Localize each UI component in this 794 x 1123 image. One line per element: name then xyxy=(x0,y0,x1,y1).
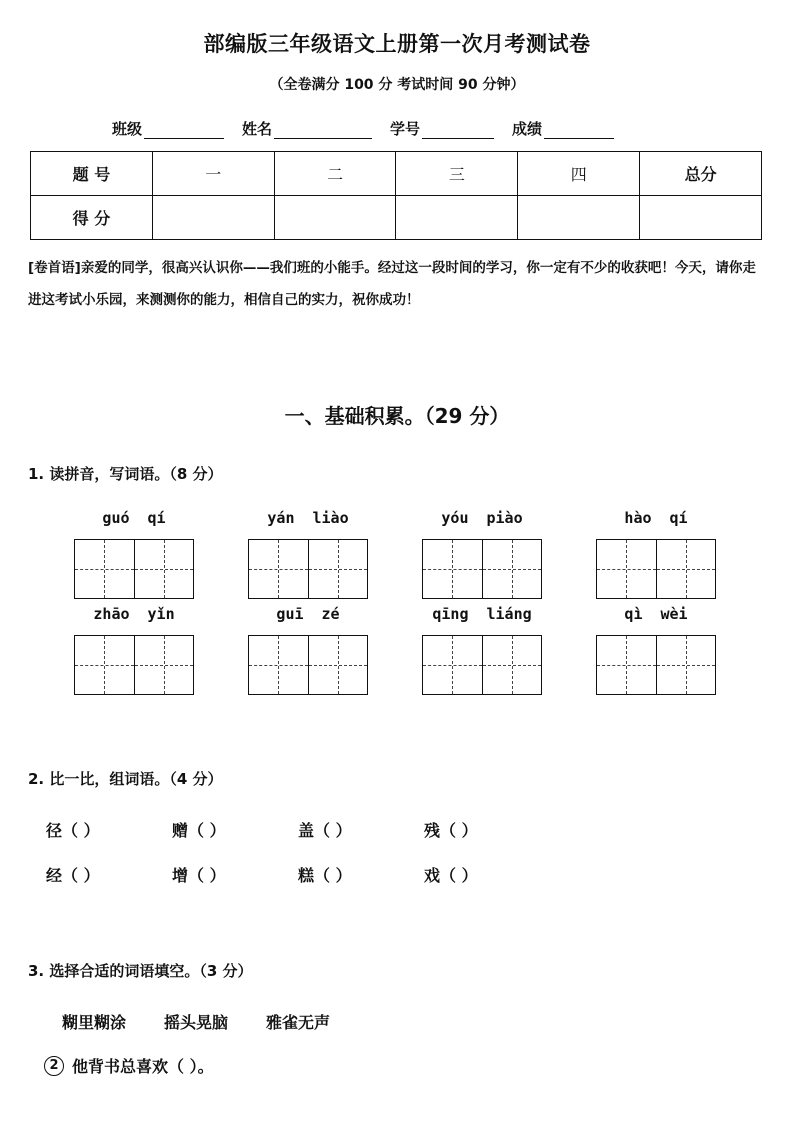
score-table-score-row xyxy=(31,196,762,240)
student-id-field[interactable] xyxy=(422,120,494,139)
pinyin-item xyxy=(73,509,195,599)
score-cell[interactable] xyxy=(518,196,640,240)
section-one-heading: 一、基础积累。（29 分） xyxy=(284,404,510,428)
pinyin-syllable: qīng xyxy=(432,605,469,623)
pinyin-syllable: hào xyxy=(624,509,652,527)
student-id-label: 学号 xyxy=(390,120,421,138)
pinyin-item xyxy=(421,605,543,695)
exam-title: 部编版三年级语文上册第一次月考测试卷 xyxy=(203,32,591,56)
class-label: 班级 xyxy=(112,120,143,138)
pinyin-item xyxy=(73,605,195,695)
student-info-row xyxy=(112,118,632,139)
tianzige-grid[interactable] xyxy=(596,635,716,695)
tianzige-grid[interactable] xyxy=(596,539,716,599)
question-3-title: 3. 选择合适的词语填空。（3 分） xyxy=(28,962,253,980)
pinyin-syllable: yǐn xyxy=(147,605,175,623)
grade-label: 成绩 xyxy=(512,120,543,138)
grade-field[interactable] xyxy=(544,120,614,139)
pinyin-syllable: guī xyxy=(276,605,304,623)
tianzige-grid[interactable] xyxy=(74,539,194,599)
pinyin-syllable: qì xyxy=(624,605,643,623)
part-three-header: 三 xyxy=(396,152,518,196)
compare-item[interactable]: 经（ ） xyxy=(46,866,100,885)
score-row-label: 得 分 xyxy=(31,196,153,240)
tianzige-grid[interactable] xyxy=(422,539,542,599)
word-choice: 摇头晃脑 xyxy=(164,1013,229,1032)
compare-row-2 xyxy=(46,863,550,886)
pinyin-syllable: wèi xyxy=(660,605,688,623)
sentence-text[interactable]: 他背书总喜欢（ ）。 xyxy=(72,1057,214,1076)
pinyin-item xyxy=(247,509,369,599)
compare-item[interactable]: 残（ ） xyxy=(424,821,478,840)
pinyin-syllable: liào xyxy=(312,509,349,527)
compare-row-1 xyxy=(46,818,550,841)
pinyin-item xyxy=(595,605,717,695)
compare-item[interactable]: 增（ ） xyxy=(172,866,226,885)
pinyin-item xyxy=(595,509,717,599)
pinyin-row-1 xyxy=(73,509,769,599)
name-field[interactable] xyxy=(274,120,372,139)
exam-subtitle: （全卷满分 100 分 考试时间 90 分钟） xyxy=(269,77,525,93)
compare-item[interactable]: 赠（ ） xyxy=(172,821,226,840)
part-four-header: 四 xyxy=(518,152,640,196)
score-cell[interactable] xyxy=(274,196,396,240)
pinyin-syllable: guó xyxy=(102,509,130,527)
part-two-header: 二 xyxy=(274,152,396,196)
question-1-title: 1. 读拼音，写词语。（8 分） xyxy=(28,465,223,483)
score-table xyxy=(30,151,762,240)
compare-item[interactable]: 戏（ ） xyxy=(424,866,478,885)
compare-item[interactable]: 糕（ ） xyxy=(298,866,352,885)
fill-sentence xyxy=(44,1054,214,1077)
score-cell[interactable] xyxy=(152,196,274,240)
word-choice: 雅雀无声 xyxy=(266,1013,331,1032)
pinyin-syllable: liáng xyxy=(486,605,532,623)
pinyin-syllable: qí xyxy=(147,509,166,527)
question-number-header: 题 号 xyxy=(31,152,153,196)
pinyin-row-2 xyxy=(73,605,769,695)
part-one-header: 一 xyxy=(152,152,274,196)
compare-item[interactable]: 径（ ） xyxy=(46,821,100,840)
tianzige-grid[interactable] xyxy=(248,635,368,695)
pinyin-syllable: piào xyxy=(486,509,523,527)
sentence-number: 2 xyxy=(44,1056,64,1076)
word-choice: 糊里糊涂 xyxy=(62,1013,127,1032)
name-label: 姓名 xyxy=(242,120,273,138)
pinyin-syllable: zhāo xyxy=(93,605,130,623)
score-table-header-row xyxy=(31,152,762,196)
tianzige-grid[interactable] xyxy=(422,635,542,695)
compare-item[interactable]: 盖（ ） xyxy=(298,821,352,840)
intro-text: [卷首语]亲爱的同学，很高兴认识你——我们班的小能手。经过这一段时间的学习，你一定有不少的收获吧！今天，请你走进这考试小乐园，来测测你的能力，相信自己的实力，祝你成功！ xyxy=(28,260,756,308)
pinyin-syllable: yán xyxy=(267,509,295,527)
score-cell[interactable] xyxy=(640,196,762,240)
word-choices xyxy=(62,1010,330,1033)
pinyin-syllable: zé xyxy=(321,605,340,623)
tianzige-grid[interactable] xyxy=(248,539,368,599)
score-cell[interactable] xyxy=(396,196,518,240)
pinyin-syllable: qí xyxy=(669,509,688,527)
pinyin-syllable: yóu xyxy=(441,509,469,527)
pinyin-item xyxy=(421,509,543,599)
tianzige-grid[interactable] xyxy=(74,635,194,695)
total-score-header: 总分 xyxy=(640,152,762,196)
pinyin-item xyxy=(247,605,369,695)
question-2-title: 2. 比一比，组词语。（4 分） xyxy=(28,770,223,788)
class-field[interactable] xyxy=(144,120,224,139)
